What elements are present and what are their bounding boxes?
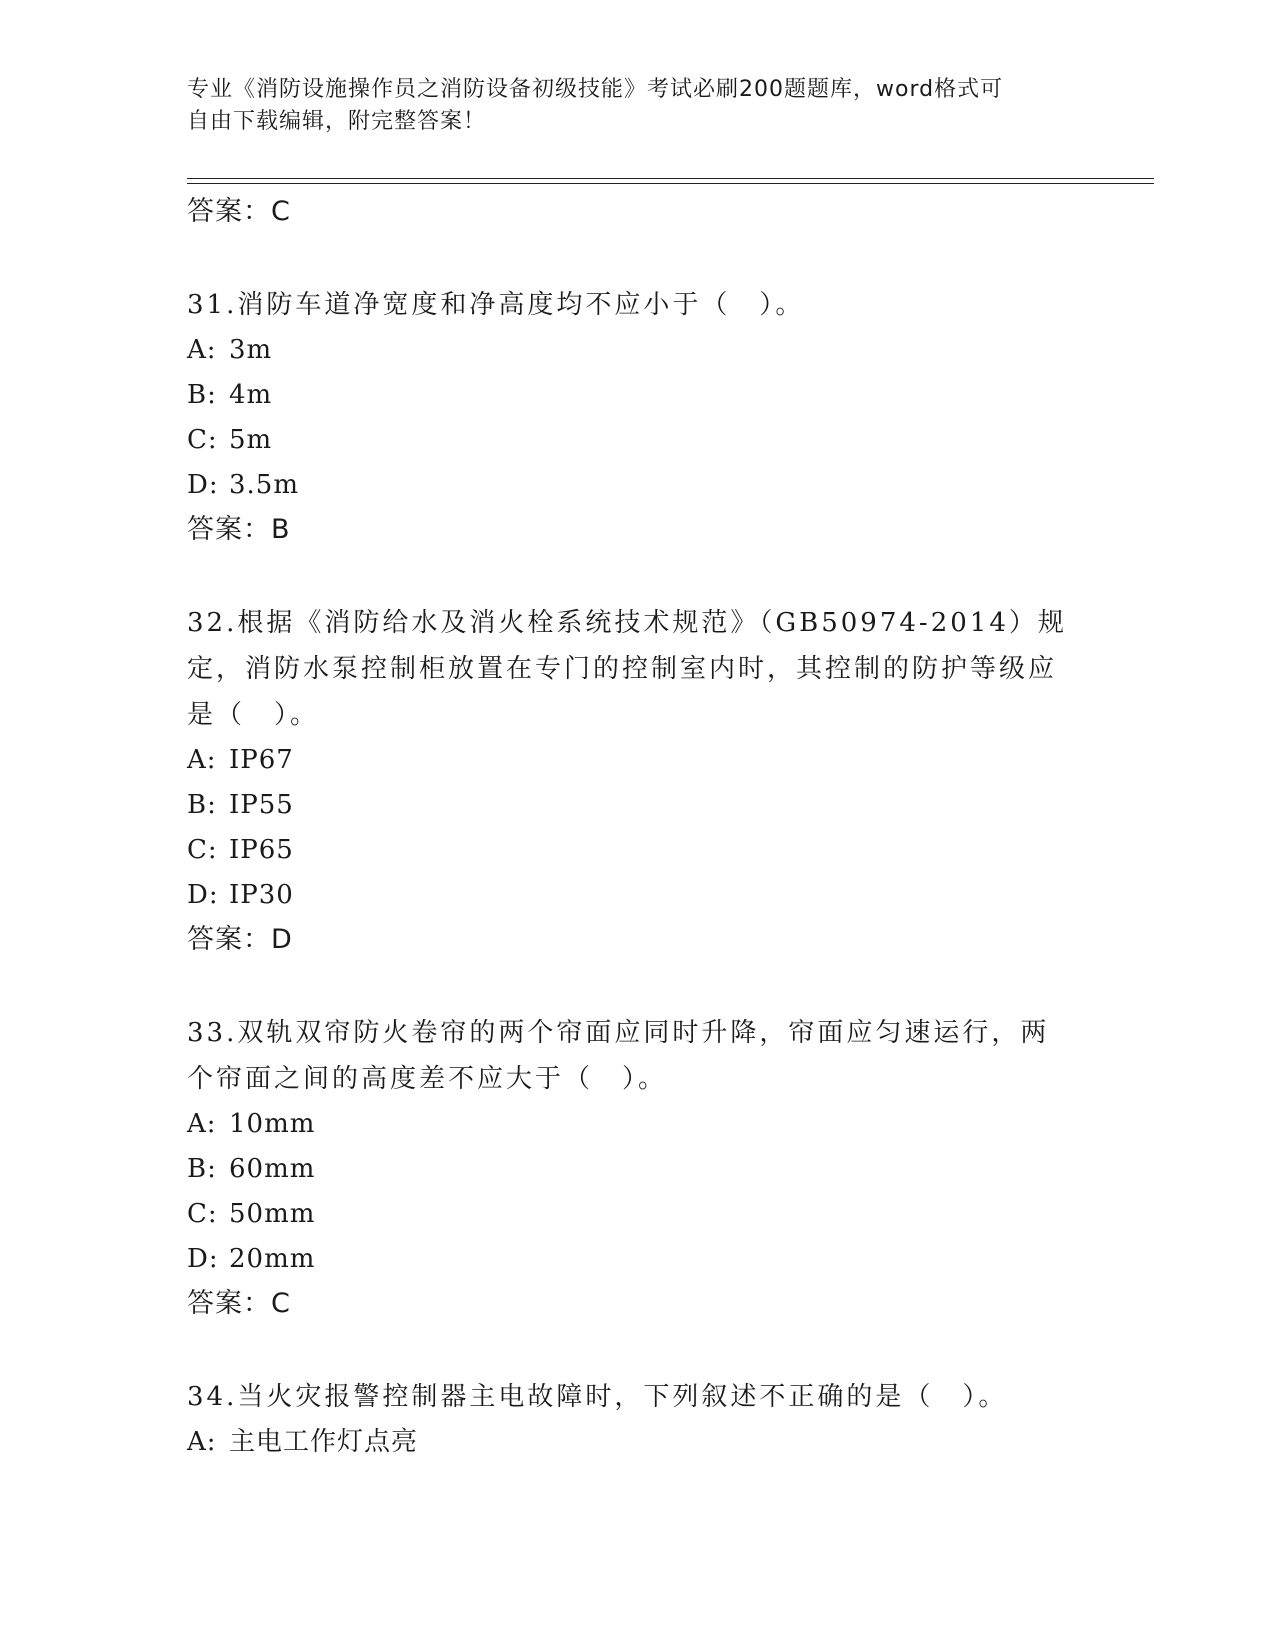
answer: 答案：D [187, 924, 293, 955]
answer: 答案：B [187, 514, 291, 545]
option-a: A: 3m [187, 335, 273, 365]
option-d: D: 20mm [187, 1244, 316, 1274]
option-a: A: IP67 [187, 745, 294, 775]
option-d: D: IP30 [187, 880, 294, 910]
header-divider-bottom [187, 183, 1154, 184]
question-34 [187, 1374, 1087, 1465]
header-line-1: 专业《消防设施操作员之消防设备初级技能》考试必刷200题题库，word格式可 [187, 77, 1004, 102]
question-text: 33.双轨双帘防火卷帘的两个帘面应同时升降，帘面应匀速运行，两个帘面之间的高度差不应大于（ ）。 [187, 1018, 1050, 1094]
question-text: 32.根据《消防给水及消火栓系统技术规范》（GB50974-2014）规定，消防水泵控制柜放置在专门的控制室内时，其控制的防护等级应是（ ）。 [187, 608, 1067, 730]
option-a: A: 主电工作灯点亮 [187, 1427, 419, 1457]
option-b: B: 4m [187, 380, 273, 410]
document-header [187, 74, 1067, 138]
question-32 [187, 600, 1087, 962]
header-divider-top [187, 178, 1154, 179]
question-text: 34.当火灾报警控制器主电故障时，下列叙述不正确的是（ ）。 [187, 1382, 1008, 1412]
option-b: B: IP55 [187, 790, 294, 820]
question-31 [187, 282, 1087, 552]
option-c: C: 50mm [187, 1199, 316, 1229]
option-d: D: 3.5m [187, 470, 300, 500]
option-b: B: 60mm [187, 1154, 316, 1184]
header-line-2: 自由下载编辑，附完整答案！ [187, 109, 487, 134]
question-text: 31.消防车道净宽度和净高度均不应小于（ ）。 [187, 290, 805, 320]
option-c: C: IP65 [187, 835, 294, 865]
option-a: A: 10mm [187, 1109, 316, 1139]
question-list [187, 190, 1087, 1465]
option-c: C: 5m [187, 425, 273, 455]
answer: 答案：C [187, 1288, 291, 1319]
previous-answer: 答案：C [187, 196, 291, 227]
question-33 [187, 1010, 1087, 1326]
